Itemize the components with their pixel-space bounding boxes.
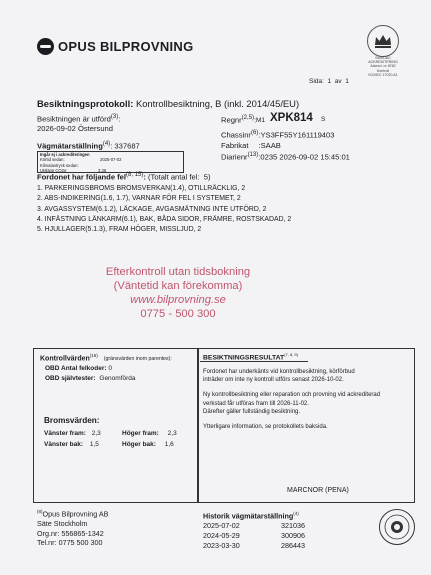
performed-value: 2026-09-02 Östersund	[37, 124, 113, 133]
history-date: 2024-05-29	[203, 531, 240, 540]
performed-label: Besiktningen är utförd$^{(3)}$:	[37, 114, 121, 124]
regnr-row: Regnr$^{(2,5)}$: M1 XPK814 S	[221, 112, 326, 125]
history-value: 300906	[281, 531, 305, 540]
brand-name: OPUS BILPROVNING	[58, 39, 194, 54]
fault-item: 2. ABS-INDIKERING(1.6, 1.7), VARNAR FÖR FEL I SYSTEMET, 2	[37, 195, 241, 203]
obd-faults: OBD Antal felkoder: 0	[45, 365, 112, 372]
history-title: Historik vägmätarställning$^{(4)}$	[203, 511, 299, 521]
result-text: Fordonet har underkänts vid kontrollbesiktning, körförbud inträder om inte ny kontroll utförs senast 2026-10-02. Ny kontrollbesiktning eller reparation och provning vid ackrediterad verkstad får utföras fram till 2026-11-02. Därefter gäller fullständig besiktning. Ytterligare information, se protokollets baksida.	[203, 369, 381, 431]
diary-row: Diarienr$^{(13)}$:0235 2026-09-02 15:45:01	[221, 152, 350, 162]
reinspection-stamp: Efterkontroll utan tidsbokning (Väntetid kan förekomma) www.bilprovning.se 0775 - 500 300	[105, 266, 251, 320]
result-title: BESIKTNINGSRESULTAT$^{(7, 8, 9)}$	[203, 352, 298, 362]
fault-item: 5. HJULLAGER(5.1.3), FRAM HÖGER, MISSLJUD, 2	[37, 226, 202, 234]
inspection-seal-icon	[378, 508, 416, 546]
result-divider	[200, 361, 308, 362]
accreditation-text: SWEDAC ACKREDITERING Ackred. nr 8782 Kontroll ISO/IEC 17020 A1	[368, 56, 398, 77]
company-info: $^{(8)}$Opus Bilprovning AB Säte Stockholm Org.nr: 556865-1342 Tel.nr: 0775 500 300	[37, 509, 109, 548]
brake-right: Höger fram: 2,3 Höger bak: 1,6	[122, 430, 177, 448]
not-accredited-box: Ingår ej i ackrediteringen Körtid sedan: 2025-07-02 Klimatavtryck sedan: Utsläpp CO2e: 3,36	[37, 151, 184, 173]
history-date: 2025-07-02	[203, 521, 240, 530]
page-indicator: Sida: 1 av 1	[309, 78, 349, 85]
brake-left: Vänster fram: 2,3 Vänster bak: 1,5	[44, 430, 101, 448]
fault-item: 3. AVGASSYSTEM(6.1.2), LÄCKAGE, AVGASMÄTNING INTE UTFÖRD, 2	[37, 205, 267, 213]
history-value: 321036	[281, 521, 305, 530]
control-values-title: Kontrollvärden$^{(16)}$ (gränsvärden inom parentes):	[40, 353, 172, 363]
opus-logo-icon	[37, 38, 54, 55]
faults-title: Fordonet har följande fel$^{(8, 15)}$: (Totalt antal fel: 5)	[37, 172, 211, 182]
odometer: Vägmätarställning$^{(4)}$: 337687	[37, 141, 140, 151]
history-date: 2023-03-30	[203, 541, 240, 550]
history-values	[281, 521, 305, 551]
fault-item: 1. PARKERINGSBROMS BROMSVERKAN(1.4), OTILLRÄCKLIG, 2	[37, 185, 246, 192]
protocol-title: Besiktningsprotokoll: Kontrollbesiktning, B (inkl. 2014/45/EU)	[37, 98, 300, 109]
swedac-crown-icon	[366, 24, 400, 58]
history-dates	[203, 521, 240, 551]
chassis-row: Chassinr$^{(6)}$:YS3FF55Y161119403	[221, 130, 335, 140]
history-value: 286443	[281, 541, 305, 550]
faults-list	[37, 184, 291, 235]
make-row: Fabrikat :SAAB	[221, 141, 281, 150]
obd-selftest: OBD självtester: Genomförda	[45, 375, 136, 382]
inspector-signature: MARCNOR (PENA)	[287, 487, 349, 494]
fault-item: 4. INFÄSTNING LÄNKARM(6.1), BAK, BÅDA SIDOR, FRÄMRE, ROSTSKADAD, 2	[37, 215, 292, 223]
brake-title: Bromsvärden:	[44, 416, 100, 425]
